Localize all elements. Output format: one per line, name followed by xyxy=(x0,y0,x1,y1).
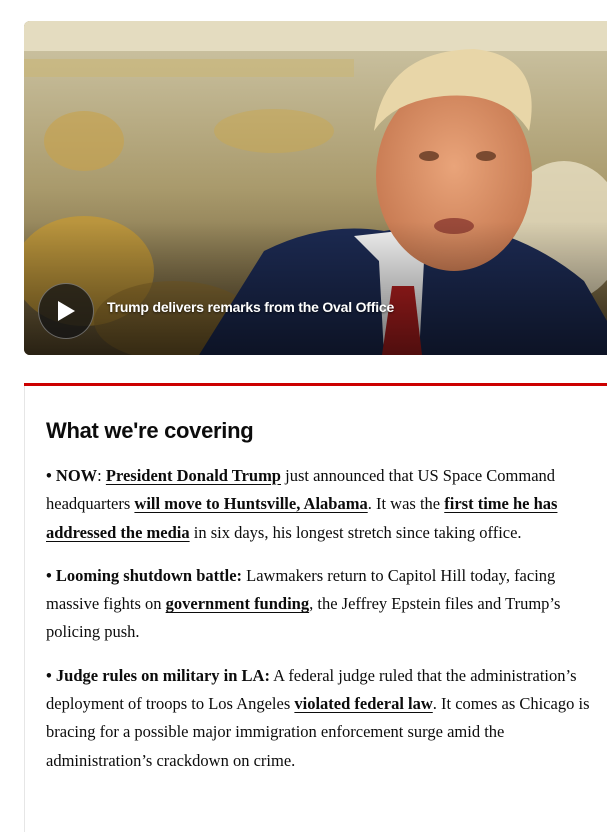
video-caption: Trump delivers remarks from the Oval Office xyxy=(107,299,395,315)
bullet-text: in six days, his longest stretch since taking office. xyxy=(189,522,522,542)
story-link[interactable]: will move to Huntsville, Alabama xyxy=(134,494,368,514)
play-icon xyxy=(55,299,77,323)
bullet-text: just announced that US Space Command headquarters xyxy=(46,466,556,514)
story-link[interactable]: first time he has addressed the media xyxy=(46,494,558,542)
bullet-text: . It comes as Chicago is bracing for a possible major immigration enforcement surge amid the administration’s crackdown on crime. xyxy=(46,694,590,770)
bullet-lead: NOW xyxy=(55,466,98,485)
story-link[interactable]: violated federal law xyxy=(294,694,433,714)
bullet-item xyxy=(46,562,596,647)
coverage-list xyxy=(46,462,596,790)
bullet-text: . It was the xyxy=(367,494,445,514)
play-button[interactable] xyxy=(38,283,94,339)
bullet-marker: • xyxy=(46,466,52,485)
story-link[interactable]: President Donald Trump xyxy=(105,466,281,485)
bullet-item xyxy=(46,462,596,547)
bullet-marker: • xyxy=(46,565,52,585)
bullet-text: Lawmakers return to Capitol Hill today, facing massive fights on xyxy=(46,565,556,614)
section-heading: What we're covering xyxy=(46,418,254,443)
video-player[interactable] xyxy=(24,21,607,355)
bullet-lead: Looming shutdown battle: xyxy=(55,565,243,585)
bullet-text: A federal judge ruled that the administration’s deployment of troops to Los Angeles xyxy=(46,665,577,714)
bullet-item xyxy=(46,662,596,775)
bullet-lead: Judge rules on military in LA: xyxy=(55,665,270,685)
story-link[interactable]: government funding xyxy=(165,594,310,614)
bullet-text: , the Jeffrey Epstein files and Trump’s policing push. xyxy=(46,594,561,642)
bullet-text: : xyxy=(97,466,106,485)
bullet-marker: • xyxy=(46,665,52,685)
